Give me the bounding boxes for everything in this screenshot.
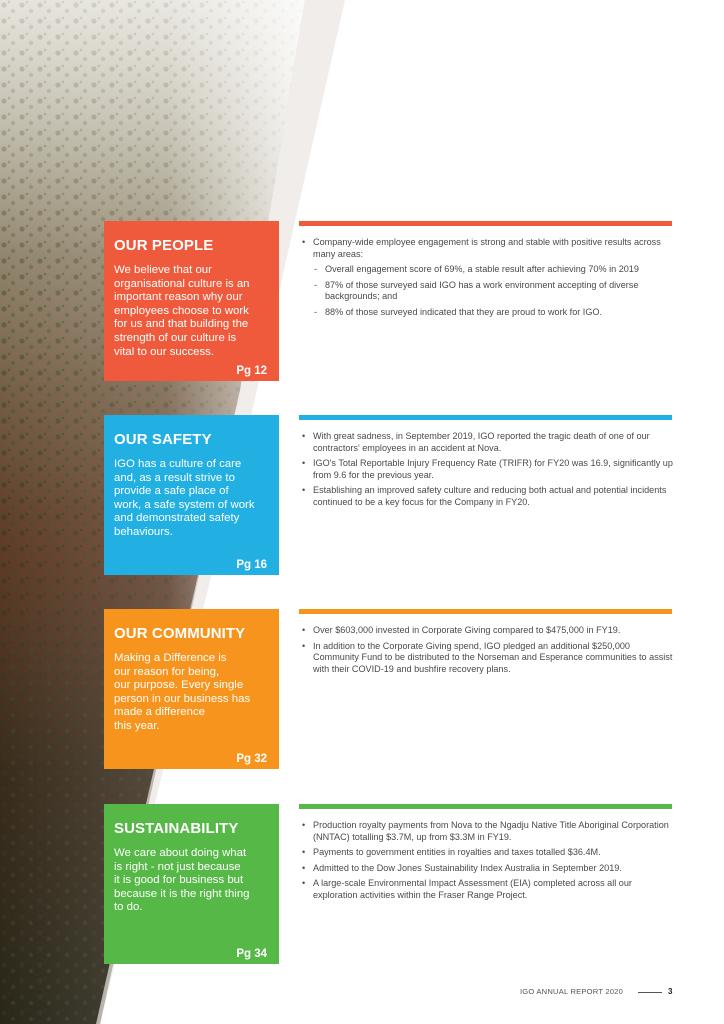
list-item: • With great sadness, in September 2019, IGO reported the tragic death of one of our contractors' employees in an accident at Nova. — [301, 431, 673, 454]
section-card — [104, 221, 279, 381]
section-our-safety — [104, 415, 672, 575]
page-number: 3 — [668, 987, 673, 996]
report-name: IGO ANNUAL REPORT 2020 — [520, 987, 624, 996]
list-item: • IGO's Total Reportable Injury Frequency Rate (TRIFR) for FY20 was 16.9, significantly up from 9.6 for the previous year. — [301, 458, 673, 481]
section-title: OUR COMMUNITY — [114, 625, 246, 642]
section-title: OUR PEOPLE — [114, 237, 214, 254]
list-item: • Admitted to the Dow Jones Sustainability Index Australia in September 2019. — [301, 863, 673, 875]
section-description: We care about doing what is right - not just because it is good for business but because it is the right thing to do. — [114, 847, 250, 914]
section-sustainability — [104, 804, 672, 964]
page-reference: Pg 32 — [236, 753, 267, 765]
sub-list-item: - Overall engagement score of 69%, a stable result after achieving 70% in 2019 — [313, 264, 673, 276]
section-card — [104, 415, 279, 575]
section-divider — [299, 221, 672, 226]
page-footer — [520, 987, 680, 999]
section-description: Making a Difference is our reason for being, our purpose. Every single person in our business has made a difference this year. — [114, 652, 251, 732]
sub-list — [313, 264, 673, 318]
highlights-list — [301, 431, 673, 513]
section-our-people — [104, 221, 672, 381]
section-title: OUR SAFETY — [114, 431, 212, 448]
sub-list-item: - 88% of those surveyed indicated that they are proud to work for IGO. — [313, 307, 673, 319]
page-reference: Pg 12 — [236, 365, 267, 377]
list-item: • Establishing an improved safety culture and reducing both actual and potential incidents continued to be a key focus for the Company in FY20. — [301, 485, 673, 508]
section-divider — [299, 415, 672, 420]
highlights-list — [301, 237, 673, 323]
highlights-list — [301, 625, 673, 679]
list-item: • Production royalty payments from Nova to the Ngadju Native Title Aboriginal Corporation (NNTAC) totalling $3.7M, up from $3.3M in FY19. — [301, 820, 673, 843]
list-item: • In addition to the Corporate Giving spend, IGO pledged an additional $250,000 Community Fund to be distributed to the Norseman and Esperance communities to assist with their COVID-19 and bushfire recovery plans. — [301, 641, 673, 676]
footer-divider — [638, 992, 662, 993]
section-description: We believe that our organisational culture is an important reason why our employees choose to work for us and that building the strength of our culture is vital to our success. — [114, 264, 250, 358]
highlights-list — [301, 820, 673, 906]
section-divider — [299, 609, 672, 614]
section-title: SUSTAINABILITY — [114, 820, 239, 837]
page-reference: Pg 16 — [236, 559, 267, 571]
section-divider — [299, 804, 672, 809]
section-description: IGO has a culture of care and, as a result strive to provide a safe place of work, a safe system of work and demonstrated safety behaviours. — [114, 458, 255, 538]
list-item — [301, 237, 673, 319]
page-reference: Pg 34 — [236, 948, 267, 960]
list-item: • Over $603,000 invested in Corporate Giving compared to $475,000 in FY19. — [301, 625, 673, 637]
sub-list-item: - 87% of those surveyed said IGO has a work environment accepting of diverse backgrounds; and — [313, 280, 673, 303]
list-item: • A large-scale Environmental Impact Assessment (EIA) completed across all our exploration activities within the Fraser Range Project. — [301, 878, 673, 901]
list-item: • Payments to government entities in royalties and taxes totalled $36.4M. — [301, 847, 673, 859]
section-card — [104, 609, 279, 769]
list-item-text: Company-wide employee engagement is strong and stable with positive results across many areas: — [313, 237, 661, 259]
section-our-community — [104, 609, 672, 769]
section-card — [104, 804, 279, 964]
